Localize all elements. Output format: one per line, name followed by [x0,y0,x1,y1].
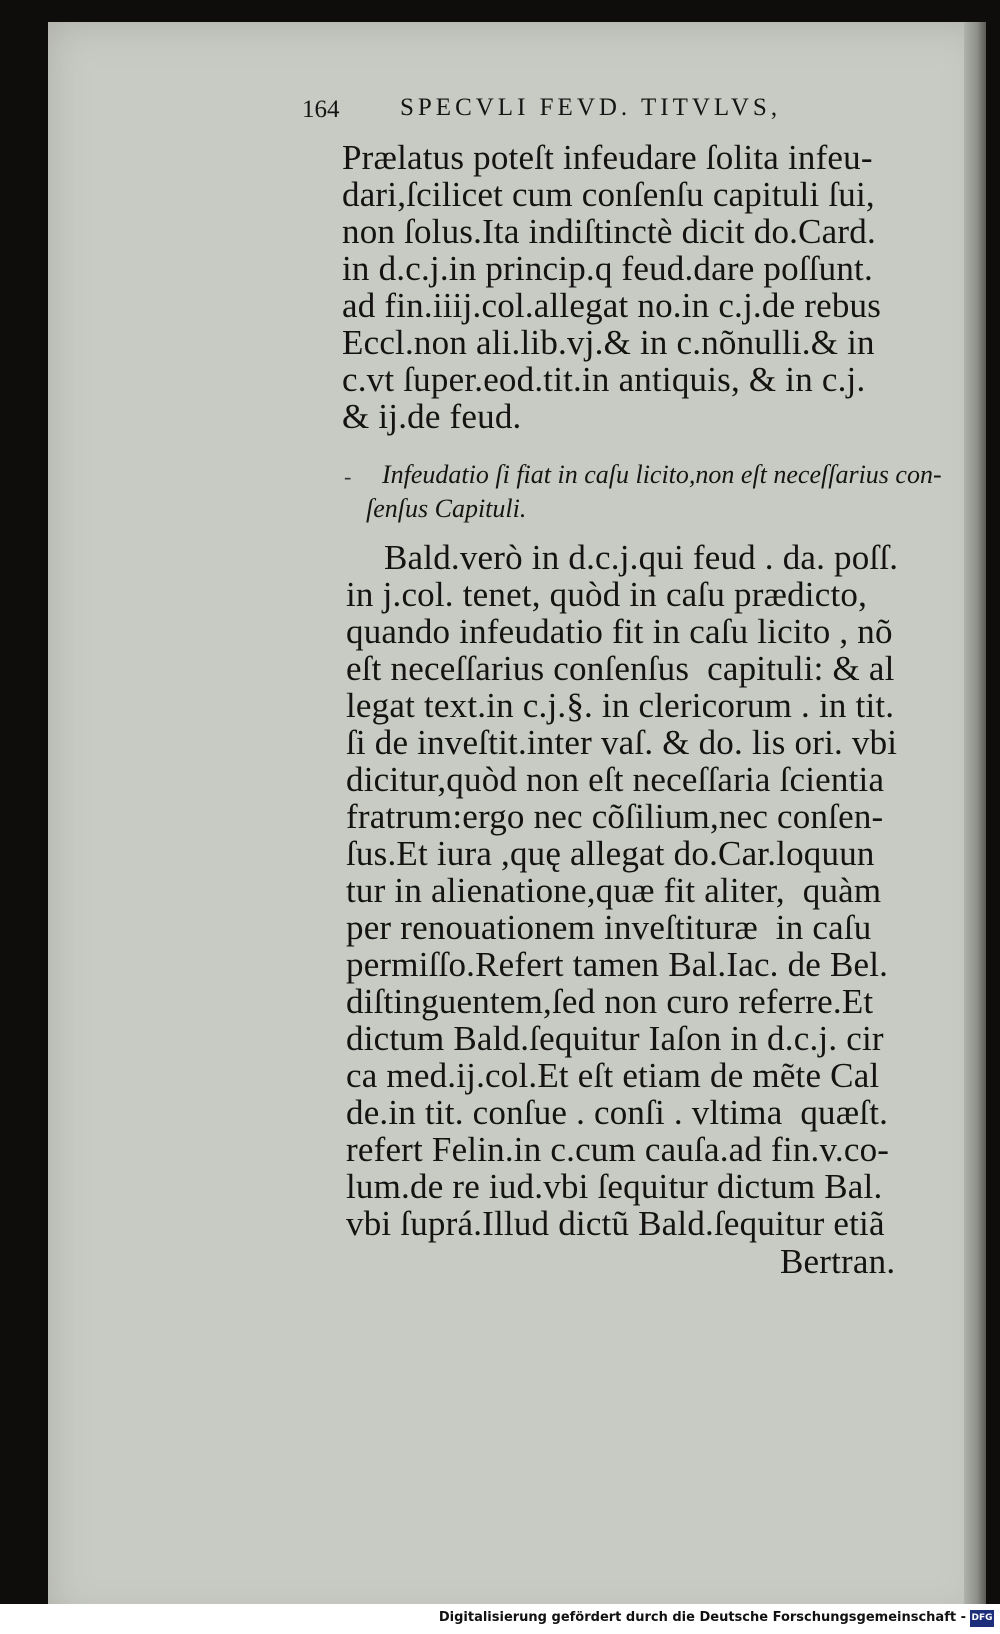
text-line: non ſolus.Ita indiſtinctè dicit do.Card. [342,212,876,251]
funding-credit: Digitalisierung gefördert durch die Deutsche Forschungsgemeinschaft - [438,1610,966,1625]
note-line: ſenſus Capituli. [366,494,527,523]
text-line: dari,ſcilicet cum conſenſu capituli ſui, [342,175,875,214]
text-line: in d.c.j.in princip.q feud.dare poſſunt. [342,249,873,288]
text-line: vbi ſuprá.Illud dictũ Bald.ſequitur etiã [346,1204,885,1243]
text-line: de.in tit. conſue . conſi . vltima quæſt. [346,1093,889,1132]
text-line: permiſſo.Refert tamen Bal.Iac. de Bel. [346,945,889,984]
text-line: Prælatus poteſt infeudare ſolita infeu- [342,138,873,177]
text-line: ad fin.iiij.col.allegat no.in c.j.de rebus [342,286,882,325]
text-line: fratrum:ergo nec cõſilium,nec conſen- [346,797,884,836]
dfg-logo: DFG [970,1610,994,1627]
note-line: Infeudatio ſi fiat in caſu licito,non eſt neceſſarius con- [382,460,942,489]
text-line: dictum Bald.ſequitur Iaſon in d.c.j. cir [346,1019,884,1058]
text-line: ca med.ij.col.Et eſt etiam de mẽte Cal [346,1056,880,1095]
text-line: refert Felin.in c.cum cauſa.ad fin.v.co- [346,1130,890,1169]
text-line: ſi de inveſtit.inter vaſ. & do. lis ori. vbi [346,723,898,762]
text-line: in j.col. tenet, quòd in caſu prædicto, [346,575,868,614]
digitization-footer [0,1604,1000,1634]
text-line: & ij.de feud. [342,397,522,436]
text-line: ſus.Et iura ,quę allegat do.Car.loquun [346,834,875,873]
text-line: per renouationem inveſtituræ in caſu [346,908,872,947]
text-line: c.vt ſuper.eod.tit.in antiquis, & in c.j. [342,360,866,399]
margin-dash: - [344,464,352,489]
text-line: Bald.verò in d.c.j.qui feud . da. poſſ. [384,538,899,577]
page-header [302,88,862,128]
text-line: quando infeudatio fit in caſu licito , nõ [346,612,893,651]
text-line: legat text.in c.j.§. in clericorum . in tit. [346,686,895,725]
running-title: SPECVLI FEVD. TITVLVS, [400,94,782,121]
page-edge [964,22,986,1622]
text-line: diſtinguentem,ſed non curo referre.Et [346,982,874,1021]
text-line: dicitur,quòd non eſt neceſſaria ſcientia [346,760,885,799]
text-line: lum.de re iud.vbi ſequitur dictum Bal. [346,1167,883,1206]
page-number: 164 [302,96,340,123]
catchword: Bertran. [780,1242,896,1281]
text-line: Eccl.non ali.lib.vj.& in c.nõnulli.& in [342,323,875,362]
text-line: tur in alienatione,quæ fit aliter, quàm [346,871,882,910]
text-line: eſt neceſſarius conſenſus capituli: & al [346,649,895,688]
